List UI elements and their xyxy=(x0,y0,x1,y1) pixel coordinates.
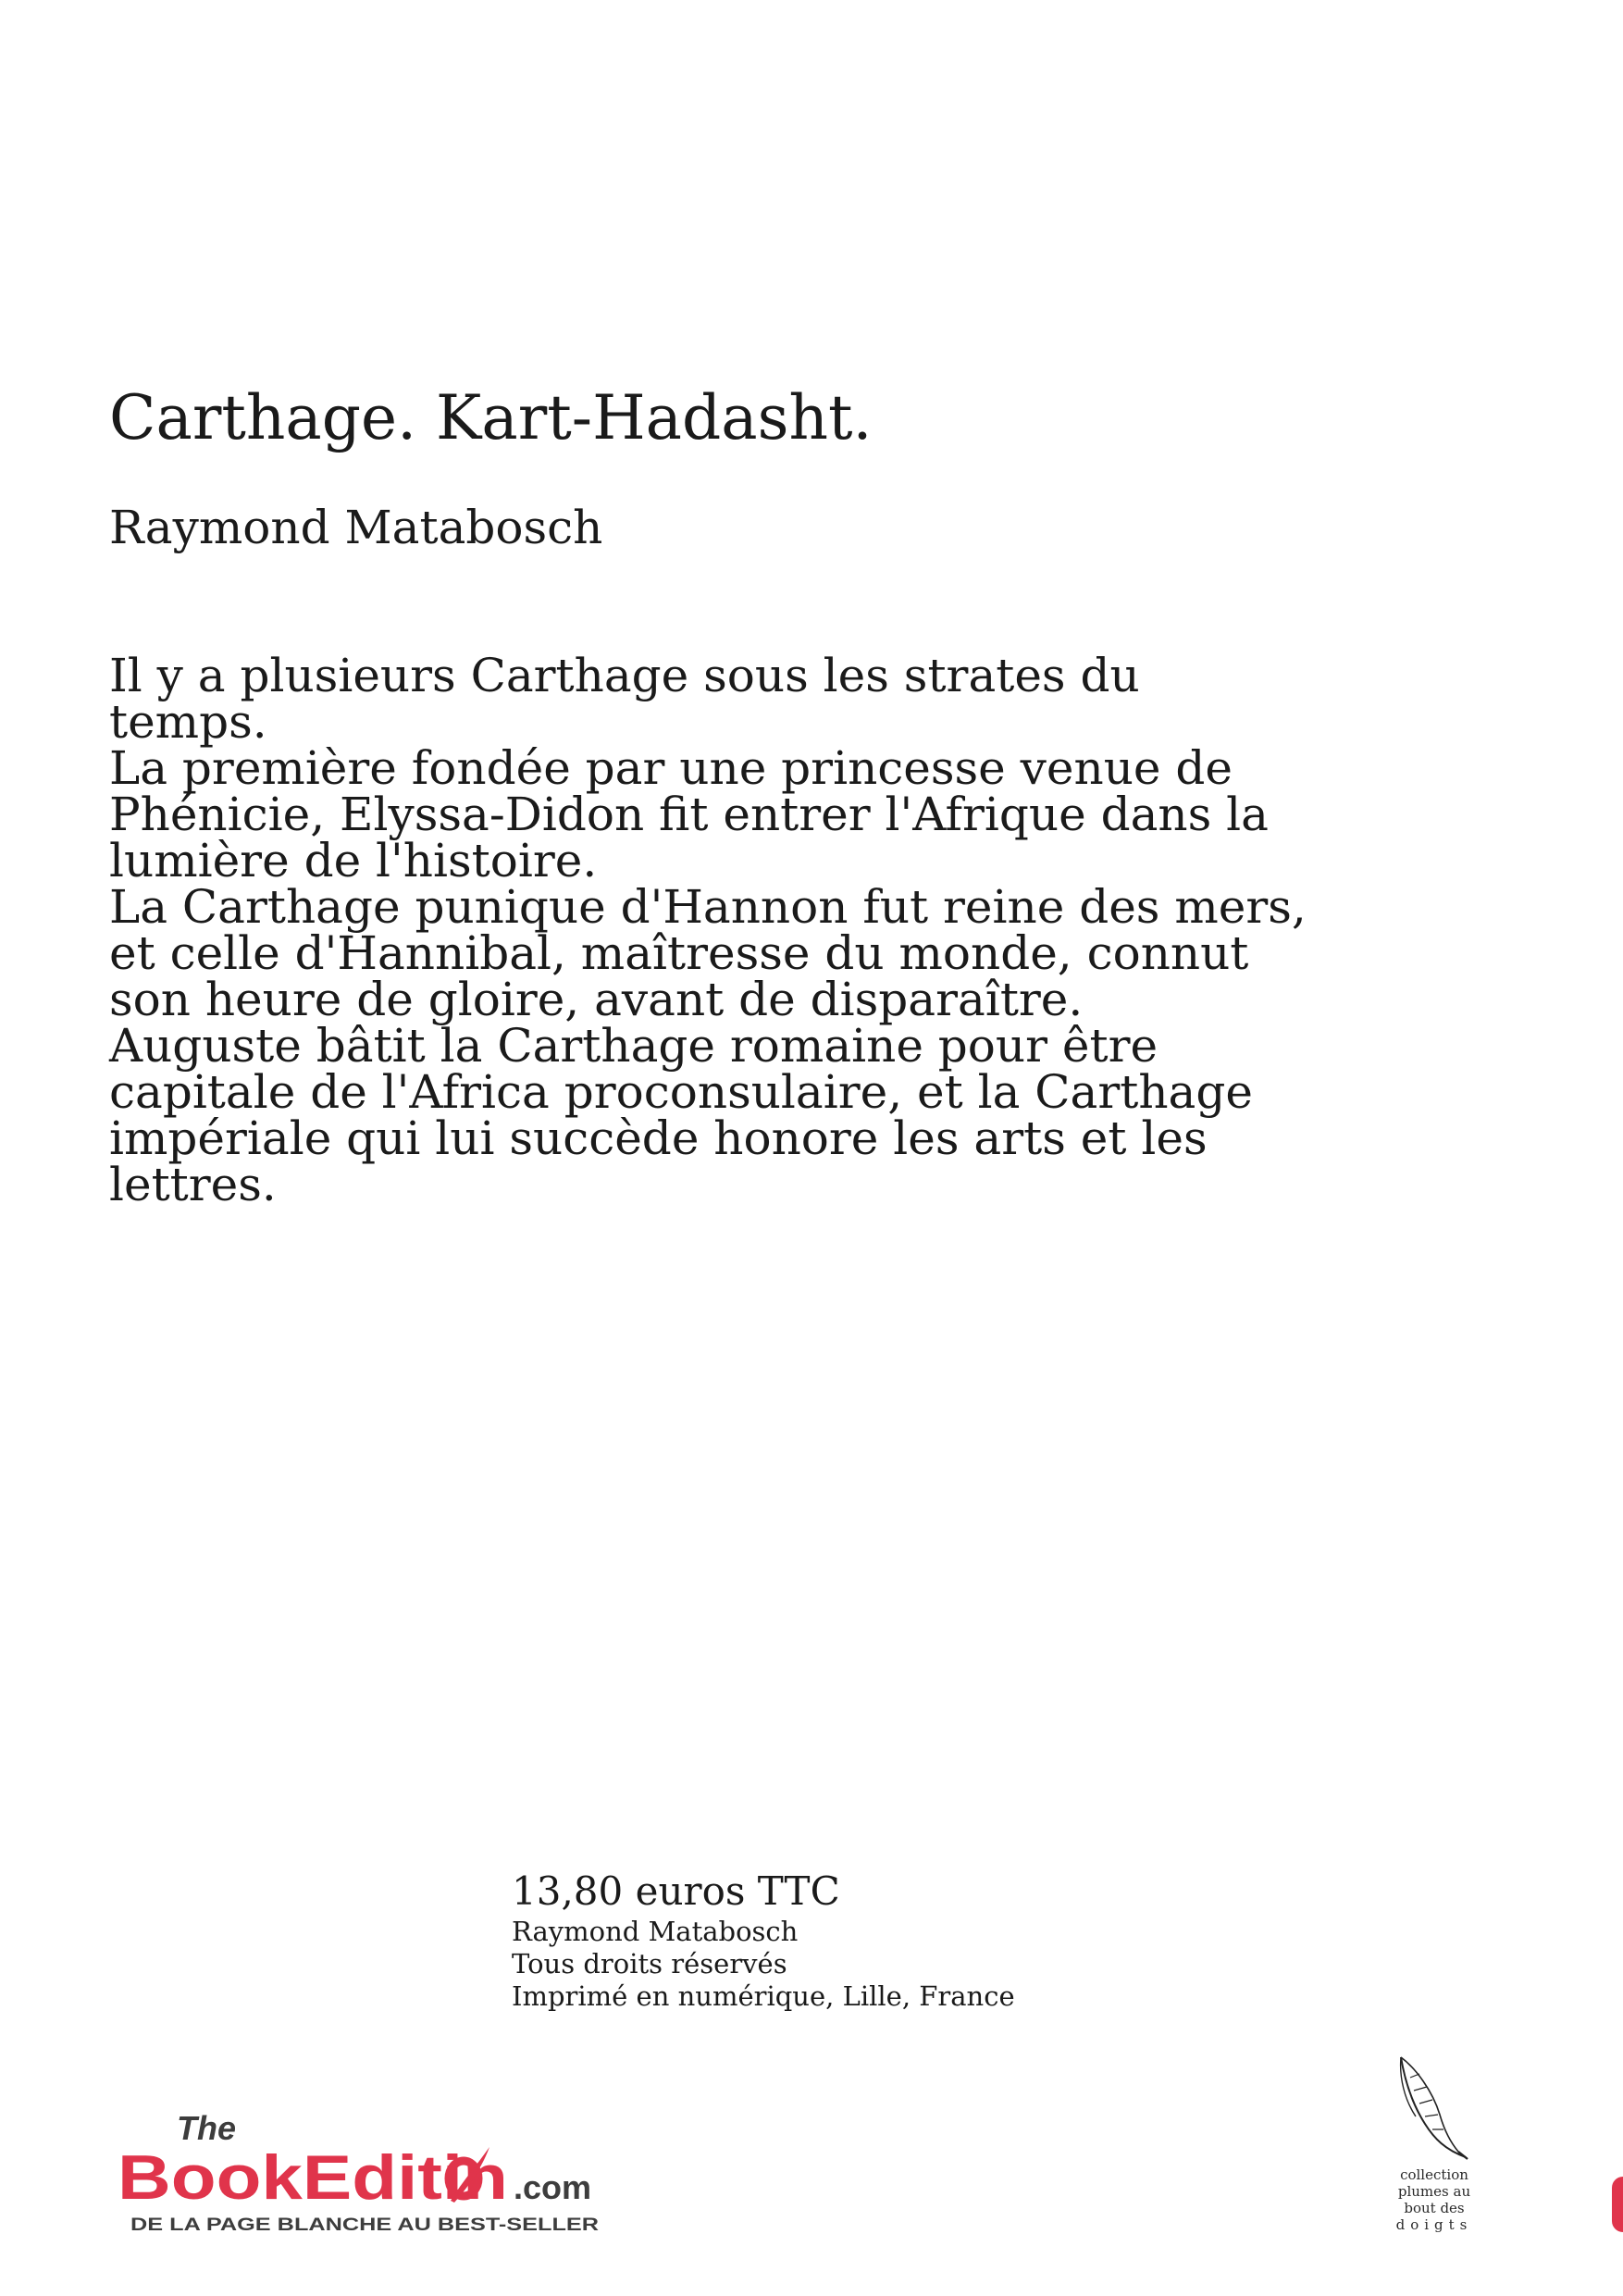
book-title: Carthage. Kart-Hadasht. xyxy=(109,382,873,453)
blurb-paragraph: La première fondée par une princesse venue de Phénicie, Elyssa-Didon fit entrer l'Afrique dans la lumière de l'histoire. xyxy=(109,741,1269,887)
rights-notice: Tous droits réservés xyxy=(512,1948,787,1980)
collection-label xyxy=(1388,2166,1481,2233)
blurb-paragraph: La Carthage punique d'Hannon fut reine des mers, et celle d'Hannibal, maîtresse du monde, connut son heure de gloire, avant de disparaître. xyxy=(109,880,1307,1026)
blurb-paragraph: Il y a plusieurs Carthage sous les strates du temps. xyxy=(109,649,1140,749)
logo-domain: .com xyxy=(514,2168,592,2206)
logo-the: The xyxy=(177,2109,237,2147)
collection-line: bout des xyxy=(1404,2200,1465,2216)
collection-emblem xyxy=(1388,2050,1481,2235)
logo-tagline: DE LA PAGE BLANCHE AU BEST-SELLER xyxy=(130,2215,600,2235)
blurb-paragraph: Auguste bâtit la Carthage romaine pour être capitale de l'Africa proconsulaire, et la Carthage impériale qui lui succède honore les arts et les lettres. xyxy=(109,1019,1253,1211)
collection-line: plumes au xyxy=(1397,2183,1471,2200)
book-author: Raymond Matabosch xyxy=(109,501,603,554)
colophon-author: Raymond Matabosch xyxy=(512,1916,799,1947)
edge-mark xyxy=(1612,2177,1623,2232)
logo-name-start: BookEditi xyxy=(118,2142,412,2213)
bookedition-logo xyxy=(118,2101,654,2240)
collection-line: collection xyxy=(1400,2166,1468,2183)
back-cover-blurb xyxy=(109,649,1312,1211)
feather-quill-icon xyxy=(1388,2050,1481,2161)
print-notice: Imprimé en numérique, Lille, France xyxy=(512,1980,1015,2012)
collection-line: doigts xyxy=(1395,2216,1473,2233)
logo-name-end: n xyxy=(463,2142,502,2213)
price: 13,80 euros TTC xyxy=(512,1868,840,1914)
colophon xyxy=(512,1868,1015,2013)
